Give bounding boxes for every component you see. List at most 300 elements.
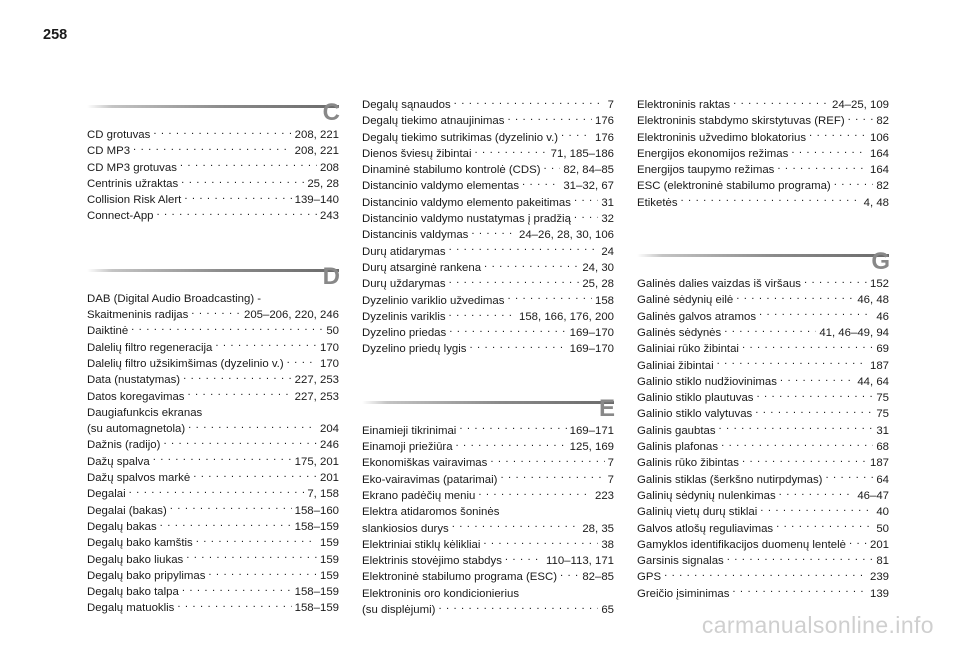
index-entry bbox=[637, 341, 889, 357]
index-entry bbox=[637, 146, 889, 162]
index-entry bbox=[87, 437, 339, 453]
index-entry-term: Greičio įsiminimas bbox=[637, 587, 730, 600]
index-section-e bbox=[362, 394, 614, 619]
index-entry-pages: 227, 253 bbox=[294, 390, 339, 403]
index-entry-term: Dyzelino priedų lygis bbox=[362, 343, 467, 356]
dot-leader bbox=[153, 128, 291, 138]
section-letter-e: E bbox=[598, 394, 615, 422]
index-entry-term: Einamieji tikrinimai bbox=[362, 424, 457, 437]
index-entry bbox=[637, 358, 889, 374]
index-entry-pages: 41, 46–49, 94 bbox=[819, 326, 889, 339]
index-entry-term: Degalų sąnaudos bbox=[362, 99, 451, 111]
dot-leader bbox=[449, 310, 516, 320]
index-entry-term: Durų uždarymas bbox=[362, 278, 446, 291]
index-entry-lead: Elektra atidaromos šoninės bbox=[362, 506, 500, 519]
dot-leader bbox=[834, 179, 874, 189]
index-entry-pages: 106 bbox=[869, 131, 889, 144]
index-entry-pages: 227, 253 bbox=[294, 374, 339, 387]
dot-leader bbox=[848, 114, 874, 124]
index-entry-pages: 176 bbox=[594, 115, 614, 128]
index-entry-pages: 31 bbox=[601, 196, 614, 209]
index-entry bbox=[87, 503, 339, 519]
page-number: 258 bbox=[43, 27, 68, 43]
section-letter-d: D bbox=[322, 262, 340, 290]
index-entry bbox=[362, 569, 614, 585]
index-entry-pages: 223 bbox=[594, 489, 614, 502]
index-entry-term: Ekonomiškas vairavimas bbox=[362, 457, 488, 470]
index-entry bbox=[637, 276, 889, 292]
index-entry bbox=[637, 586, 889, 602]
index-entry-term: Galinis stiklas (šerkšno nutirpdymas) bbox=[637, 473, 823, 486]
index-entry-pages: 158–159 bbox=[294, 520, 339, 533]
dot-leader bbox=[196, 536, 317, 546]
section-divider bbox=[87, 269, 339, 272]
index-entry-term: Galinis gaubtas bbox=[637, 424, 716, 437]
index-entry-pages: 187 bbox=[869, 359, 889, 372]
dot-leader bbox=[825, 473, 873, 483]
index-entry bbox=[637, 325, 889, 341]
index-entry-pages: 25, 28 bbox=[307, 177, 339, 190]
section-header-d bbox=[87, 262, 340, 290]
dot-leader bbox=[791, 147, 867, 157]
index-entry-pages: 82, 84–85 bbox=[563, 164, 614, 177]
index-entry-lead: DAB (Digital Audio Broadcasting) - bbox=[87, 292, 262, 305]
index-entry-pages: 81 bbox=[876, 555, 889, 568]
index-entry-term: Durų atidarymas bbox=[362, 245, 446, 258]
dot-leader bbox=[733, 98, 829, 108]
index-entry-term: Datos koregavimas bbox=[87, 390, 185, 403]
index-entry-term: Dalelių filtro regeneracija bbox=[87, 341, 213, 354]
index-entry-pages: 170 bbox=[319, 341, 339, 354]
index-entry-term: Distancinio valdymo elementas bbox=[362, 180, 520, 193]
index-entry-pages: 50 bbox=[876, 522, 889, 535]
dot-leader bbox=[717, 359, 867, 369]
index-entry bbox=[87, 421, 339, 437]
index-entry bbox=[362, 423, 614, 439]
section-divider bbox=[637, 254, 889, 257]
dot-leader bbox=[736, 293, 854, 303]
index-entry-pages: 246 bbox=[319, 439, 339, 452]
index-entry-pages: 169–170 bbox=[569, 327, 614, 340]
section-header-e bbox=[362, 394, 615, 422]
section-entries bbox=[362, 423, 614, 619]
dot-leader bbox=[809, 131, 867, 141]
dot-leader bbox=[724, 326, 816, 336]
index-entry-term: Dinaminė stabilumo kontrolė (CDS) bbox=[362, 164, 541, 177]
dot-leader bbox=[478, 489, 592, 499]
index-entry bbox=[637, 390, 889, 406]
index-entry-term: Degalų bako liukas bbox=[87, 553, 184, 566]
index-entry-term: Dažų spalva bbox=[87, 455, 150, 468]
index-entry-lead: Elektroninis oro kondicionierius bbox=[362, 587, 520, 600]
index-entry-term: Degalų bakas bbox=[87, 520, 157, 533]
index-entry-pages: 139 bbox=[869, 587, 889, 600]
index-entry bbox=[362, 439, 614, 455]
index-entry bbox=[362, 195, 614, 211]
dot-leader bbox=[757, 391, 874, 401]
index-entry bbox=[362, 455, 614, 471]
index-entry-pages: 158–159 bbox=[294, 586, 339, 599]
index-entry bbox=[362, 97, 614, 113]
index-entry-pages: 169–170 bbox=[569, 343, 614, 356]
dot-leader bbox=[438, 603, 598, 613]
index-entry-term: Galinis plafonas bbox=[637, 441, 719, 454]
index-entry-term: Skaitmeninis radijas bbox=[87, 309, 189, 322]
dot-leader bbox=[681, 196, 861, 206]
index-entry bbox=[362, 325, 614, 341]
index-entry bbox=[87, 176, 339, 192]
dot-leader bbox=[742, 342, 873, 352]
index-column-1 bbox=[87, 98, 339, 617]
section-letter-g: G bbox=[871, 248, 890, 276]
index-entry bbox=[87, 127, 339, 143]
index-entry bbox=[87, 454, 339, 470]
index-entry-pages: 204 bbox=[319, 423, 339, 436]
index-entry-term: Garsinis signalas bbox=[637, 555, 724, 568]
index-entry-term: Degalai (bakas) bbox=[87, 504, 167, 517]
dot-leader bbox=[131, 324, 323, 334]
dot-leader bbox=[742, 456, 867, 466]
index-section-d bbox=[87, 262, 339, 617]
dot-leader bbox=[182, 585, 292, 595]
dot-leader bbox=[188, 390, 292, 400]
index-entry-pages: 110–113, 171 bbox=[546, 555, 614, 568]
index-entry-term: Elektriniai stiklų kėlikliai bbox=[362, 538, 481, 551]
index-entry-pages: 82 bbox=[876, 180, 889, 193]
index-entry-term: Dalelių filtro užsikimšimas (dyzelinio v.) bbox=[87, 357, 284, 370]
index-entry-pages: 125, 169 bbox=[569, 441, 614, 454]
index-entry-pages: 75 bbox=[876, 392, 889, 405]
index-entry bbox=[637, 162, 889, 178]
dot-leader bbox=[287, 357, 317, 367]
index-entry-term: Centrinis užraktas bbox=[87, 177, 179, 190]
dot-leader bbox=[732, 587, 867, 597]
index-entry-term: Data (nustatymas) bbox=[87, 374, 181, 387]
index-entry bbox=[87, 552, 339, 568]
index-entry-term: Distancinio valdymo nustatymas į pradžią bbox=[362, 213, 571, 226]
section-header-g bbox=[637, 247, 890, 276]
index-entry bbox=[637, 455, 889, 471]
index-entry-pages: 44, 64 bbox=[857, 375, 889, 388]
index-entry bbox=[637, 423, 889, 439]
index-entry-term: Dyzelino priedas bbox=[362, 327, 447, 340]
index-entry bbox=[362, 341, 614, 357]
dot-leader bbox=[507, 114, 592, 124]
index-entry-pages: 158–160 bbox=[294, 504, 339, 517]
dot-leader bbox=[759, 310, 873, 320]
index-entry-pages: 7, 158 bbox=[307, 488, 339, 501]
index-entry-term: Dažų spalvos markė bbox=[87, 472, 191, 485]
index-entry-term: Elektroninė stabilumo programa (ESC) bbox=[362, 571, 557, 584]
index-entry-pages: 7 bbox=[607, 473, 614, 486]
dot-leader bbox=[469, 342, 566, 352]
index-entry bbox=[637, 472, 889, 488]
dot-leader bbox=[483, 538, 598, 548]
index-entry bbox=[362, 537, 614, 553]
index-section-c bbox=[87, 98, 339, 225]
dot-leader bbox=[574, 196, 598, 206]
index-entry-term: Elektroninis stabdymo skirstytuvas (REF) bbox=[637, 115, 845, 128]
dot-leader bbox=[191, 308, 241, 318]
index-entry-pages: 176 bbox=[594, 131, 614, 144]
index-entry-term: Durų atsarginė rankena bbox=[362, 261, 482, 274]
dot-leader bbox=[500, 473, 604, 483]
index-entry bbox=[362, 113, 614, 129]
dot-leader bbox=[215, 341, 317, 351]
index-entry-term: Degalų tiekimo sutrikimas (dyzelinio v.) bbox=[362, 131, 559, 144]
index-entry bbox=[87, 486, 339, 502]
index-entry-pages: 50 bbox=[326, 325, 339, 338]
section-divider bbox=[87, 105, 339, 108]
index-entry-term: Gamyklos identifikacijos duomenų lentelė bbox=[637, 538, 846, 551]
section-entries bbox=[87, 291, 339, 617]
index-entry-pages: 38 bbox=[601, 538, 614, 551]
index-entry-pages: 31–32, 67 bbox=[563, 180, 614, 193]
section-entries bbox=[637, 97, 889, 211]
dot-leader bbox=[452, 522, 580, 532]
index-entry-pages: 208 bbox=[319, 161, 339, 174]
index-entry-term: Dyzelinis variklis bbox=[362, 310, 446, 323]
index-entry-pages: 7 bbox=[607, 457, 614, 470]
dot-leader bbox=[664, 570, 867, 580]
index-entry bbox=[87, 372, 339, 388]
index-entry bbox=[362, 276, 614, 292]
index-entry bbox=[362, 602, 614, 618]
dot-leader bbox=[522, 179, 560, 189]
index-entry bbox=[637, 113, 889, 129]
index-entry bbox=[637, 439, 889, 455]
index-entry bbox=[637, 569, 889, 585]
index-section-d-continued bbox=[362, 97, 614, 358]
section-entries bbox=[362, 97, 614, 358]
index-entry-term: Elektrinis stovėjimo stabdys bbox=[362, 555, 502, 568]
index-entry bbox=[362, 309, 614, 325]
index-entry-term: Etiketės bbox=[637, 196, 678, 209]
index-entry-term: Distancinis valdymas bbox=[362, 229, 469, 242]
index-entry bbox=[87, 143, 339, 159]
dot-leader bbox=[160, 520, 292, 530]
index-entry-pages: 40 bbox=[876, 506, 889, 519]
dot-leader bbox=[776, 522, 873, 532]
dot-leader bbox=[177, 601, 291, 611]
index-entry bbox=[637, 292, 889, 308]
index-entry-term: Dyzelinio variklio užvedimas bbox=[362, 294, 505, 307]
index-entry bbox=[362, 130, 614, 146]
dot-leader bbox=[129, 487, 305, 497]
index-entry-term: slankiosios durys bbox=[362, 522, 449, 535]
index-entry bbox=[87, 584, 339, 600]
dot-leader bbox=[755, 407, 873, 417]
index-entry bbox=[87, 600, 339, 616]
index-entry bbox=[637, 97, 889, 113]
index-entry-term: CD MP3 grotuvas bbox=[87, 161, 177, 174]
dot-leader bbox=[153, 455, 292, 465]
index-entry bbox=[87, 519, 339, 535]
dot-leader bbox=[574, 212, 598, 222]
index-entry-term: Galinių sėdynių nulenkimas bbox=[637, 489, 776, 502]
index-entry bbox=[87, 208, 339, 224]
index-entry-pages: 7 bbox=[607, 99, 614, 111]
index-section-g bbox=[637, 247, 889, 602]
index-entry-pages: 28, 35 bbox=[582, 522, 614, 535]
dot-leader bbox=[193, 471, 317, 481]
index-entry bbox=[87, 340, 339, 356]
dot-leader bbox=[849, 538, 867, 548]
index-entry-term: Galiniai žibintai bbox=[637, 359, 714, 372]
index-entry-lead: Daugiafunkcis ekranas bbox=[87, 406, 203, 419]
index-entry bbox=[362, 293, 614, 309]
index-entry-term: Galinio stiklo plautuvas bbox=[637, 392, 754, 405]
index-entry bbox=[87, 568, 339, 584]
watermark: carmanualsonline.info bbox=[701, 612, 934, 638]
dot-leader bbox=[560, 570, 579, 580]
dot-leader bbox=[188, 422, 317, 432]
index-entry-pages: 164 bbox=[869, 147, 889, 160]
index-entry-pages: 243 bbox=[319, 210, 339, 223]
dot-leader bbox=[184, 193, 291, 203]
index-entry-pages: 158–159 bbox=[294, 602, 339, 615]
dot-leader bbox=[183, 373, 292, 383]
index-entry bbox=[637, 504, 889, 520]
section-entries bbox=[637, 276, 889, 602]
index-entry-pages: 201 bbox=[319, 472, 339, 485]
index-entry-term: Einamoji priežiūra bbox=[362, 441, 453, 454]
index-entry-pages: 25, 28 bbox=[582, 278, 614, 291]
dot-leader bbox=[157, 209, 317, 219]
section-divider bbox=[362, 401, 614, 404]
index-entry bbox=[637, 406, 889, 422]
index-entry bbox=[637, 309, 889, 325]
index-entry-term: (su automagnetola) bbox=[87, 423, 186, 436]
index-entry-term: GPS bbox=[637, 571, 662, 584]
index-entry bbox=[637, 537, 889, 553]
index-entry-pages: 68 bbox=[876, 441, 889, 454]
index-entry bbox=[362, 472, 614, 488]
index-entry-pages: 46, 48 bbox=[857, 294, 889, 307]
index-entry bbox=[637, 130, 889, 146]
index-entry-pages: 139–140 bbox=[294, 194, 339, 207]
index-entry-pages: 170 bbox=[319, 357, 339, 370]
section-header-c bbox=[87, 98, 340, 126]
index-entry-term: Dienos šviesų žibintai bbox=[362, 147, 472, 160]
dot-leader bbox=[721, 440, 873, 450]
index-entry bbox=[87, 160, 339, 176]
index-entry-pages: 164 bbox=[869, 164, 889, 177]
index-entry bbox=[362, 162, 614, 178]
index-entry-pages: 24 bbox=[601, 245, 614, 258]
index-entry bbox=[637, 488, 889, 504]
index-entry-pages: 208, 221 bbox=[294, 145, 339, 158]
index-entry-term: Eko-vairavimas (patarimai) bbox=[362, 473, 498, 486]
index-entry-pages: 205–206, 220, 246 bbox=[243, 309, 339, 322]
index-entry-pages: 46 bbox=[876, 310, 889, 323]
index-entry-pages: 32 bbox=[601, 213, 614, 226]
dot-leader bbox=[505, 554, 543, 564]
index-entry-term: Degalų tiekimo atnaujinimas bbox=[362, 115, 505, 128]
index-column-3 bbox=[637, 97, 889, 602]
index-entry-term: (su displėjumi) bbox=[362, 604, 436, 617]
index-entry-term: Connect-App bbox=[87, 210, 154, 223]
index-entry-pages: 24–26, 28, 30, 106 bbox=[518, 229, 614, 242]
index-entry bbox=[637, 178, 889, 194]
index-entry-term: Daiktinė bbox=[87, 325, 129, 338]
index-entry bbox=[362, 553, 614, 569]
dot-leader bbox=[163, 438, 317, 448]
index-entry-term: Distancinio valdymo elemento pakeitimas bbox=[362, 196, 571, 209]
index-entry-pages: 82 bbox=[876, 115, 889, 128]
index-entry-pages: 239 bbox=[869, 571, 889, 584]
dot-leader bbox=[777, 163, 867, 173]
index-entry-pages: 75 bbox=[876, 408, 889, 421]
index-entry bbox=[362, 521, 614, 537]
index-entry bbox=[87, 323, 339, 339]
index-entry-term: Galinės sėdynės bbox=[637, 326, 722, 339]
index-entry-term: Ekrano padėčių meniu bbox=[362, 489, 476, 502]
dot-leader bbox=[449, 245, 599, 255]
index-entry-pages: 208, 221 bbox=[294, 129, 339, 141]
index-entry bbox=[362, 178, 614, 194]
index-entry-term: Dažnis (radijo) bbox=[87, 439, 161, 452]
dot-leader bbox=[449, 326, 566, 336]
dot-leader bbox=[804, 277, 867, 287]
dot-leader bbox=[170, 504, 292, 514]
dot-leader bbox=[779, 489, 855, 499]
index-entry-term: Galinės galvos atramos bbox=[637, 310, 757, 323]
index-entry-pages: 159 bbox=[319, 553, 339, 566]
index-entry-pages: 82–85 bbox=[582, 571, 614, 584]
index-entry-term: ESC (elektroninė stabilumo programa) bbox=[637, 180, 831, 193]
index-entry-term: Galinio stiklo nudžiovinimas bbox=[637, 375, 777, 388]
index-entry-pages: 24–25, 109 bbox=[831, 99, 889, 111]
index-entry-pages: 152 bbox=[869, 278, 889, 291]
index-entry-term: Galinio stiklo valytuvas bbox=[637, 408, 753, 421]
index-entry-term: Galinė sėdynių eilė bbox=[637, 294, 734, 307]
dot-leader bbox=[454, 98, 605, 108]
index-entry-term: Collision Risk Alert bbox=[87, 194, 182, 207]
index-entry bbox=[362, 260, 614, 276]
index-entry-pages: 159 bbox=[319, 537, 339, 550]
index-entry bbox=[362, 227, 614, 243]
dot-leader bbox=[449, 277, 580, 287]
dot-leader bbox=[186, 553, 317, 563]
dot-leader bbox=[719, 424, 874, 434]
dot-leader bbox=[475, 147, 548, 157]
dot-leader bbox=[181, 177, 304, 187]
dot-leader bbox=[507, 294, 592, 304]
index-entry-term: Elektroninis raktas bbox=[637, 99, 731, 111]
dot-leader bbox=[471, 228, 516, 238]
index-entry-pages: 158, 166, 176, 200 bbox=[518, 310, 614, 323]
index-section-e-continued bbox=[637, 97, 889, 211]
index-entry bbox=[87, 470, 339, 486]
index-entry-pages: 201 bbox=[869, 538, 889, 551]
index-entry bbox=[637, 553, 889, 569]
index-entry-pages: 69 bbox=[876, 343, 889, 356]
index-entry-term: Energijos ekonomijos režimas bbox=[637, 147, 789, 160]
index-entry-term: Galinis rūko žibintas bbox=[637, 457, 739, 470]
dot-leader bbox=[133, 144, 292, 154]
index-entry-term: Degalų bako talpa bbox=[87, 586, 179, 599]
index-entry-pages: 4, 48 bbox=[863, 196, 889, 209]
index-entry-pages: 169–171 bbox=[569, 424, 614, 437]
index-entry bbox=[87, 192, 339, 208]
dot-leader bbox=[561, 131, 592, 141]
index-entry-term: Galinės dalies vaizdas iš viršaus bbox=[637, 278, 801, 291]
dot-leader bbox=[456, 440, 567, 450]
index-entry-pages: 175, 201 bbox=[294, 455, 339, 468]
index-entry-term: Galiniai rūko žibintai bbox=[637, 343, 739, 356]
dot-leader bbox=[208, 569, 317, 579]
